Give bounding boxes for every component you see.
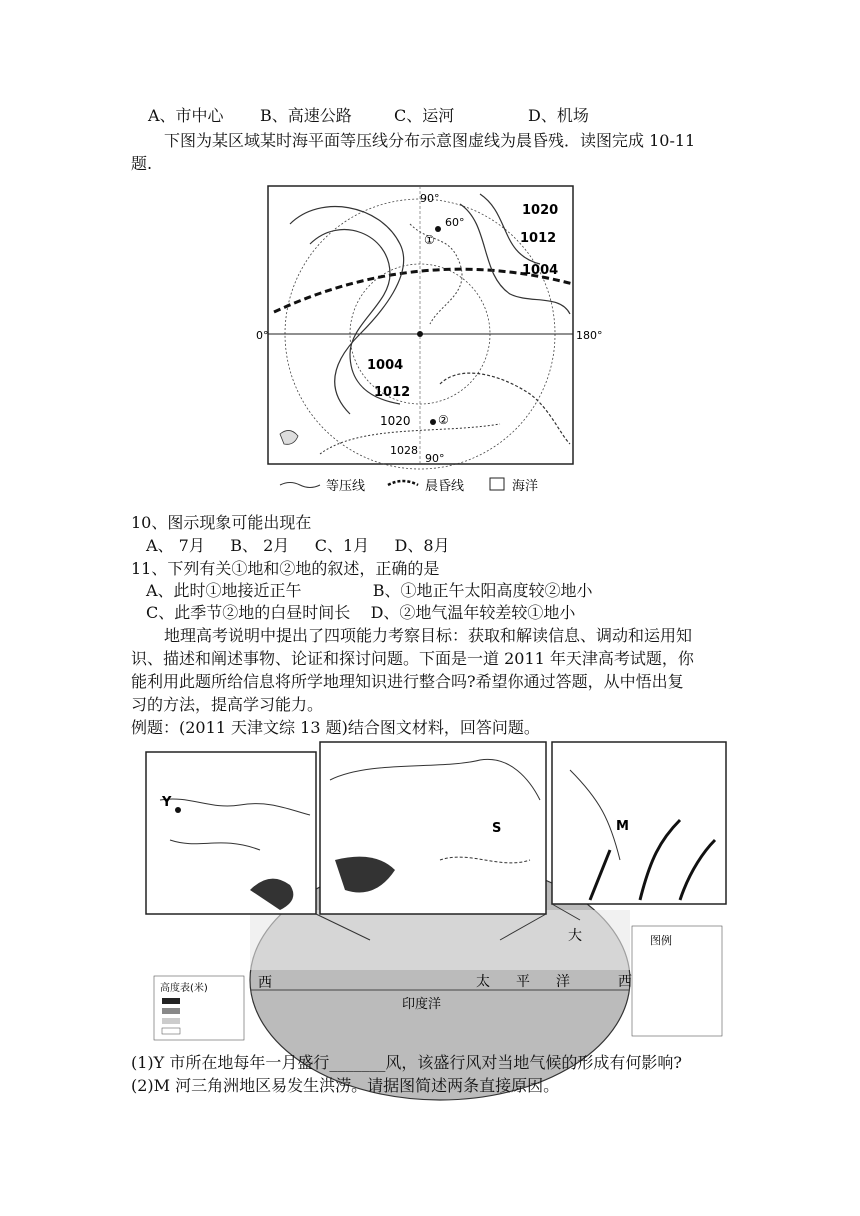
isobar-map: [256, 184, 603, 502]
lon-right-label: 180°: [576, 329, 603, 342]
q9-option-a: A、市中心: [148, 106, 224, 125]
q9-option-c: C、运河: [394, 106, 455, 125]
label-y: Y: [162, 795, 172, 810]
label-s: S: [492, 821, 502, 836]
sub-question-2: (2)M 河三角洲地区易发生洪涝。请据图简述两条直接原因。: [131, 1076, 560, 1095]
paragraph-line-2: 识、描述和阐述事物、论证和探讨问题。下面是一道 2011 年天津高考试题，你: [131, 649, 694, 668]
q9-option-d: D、机场: [528, 106, 589, 125]
isobar-label-1020-top: 1020: [522, 203, 559, 218]
q10-stem: 10、图示现象可能出现在: [131, 513, 312, 532]
q9-options-row: [148, 106, 589, 126]
paragraph-line-4: 习的方法，提高学习能力。: [131, 695, 324, 714]
isobar-label-1028: 1028: [390, 444, 418, 457]
label-pacific-2: 平: [516, 974, 530, 990]
paragraph-line-1: 地理高考说明中提出了四项能力考察目标：获取和解读信息、调动和运用知: [164, 626, 693, 645]
isobar-label-1004-bottom: 1004: [367, 358, 404, 373]
q10-options: A、 7月 B、 2月 C、1月 D、8月: [146, 536, 450, 555]
lat-top-label: 90°: [420, 192, 440, 205]
paragraph-line-3: 能利用此题所给信息将所学地理知识进行整合吗?希望你通过答题，从中悟出复: [131, 672, 684, 691]
label-xi-right: 西: [618, 974, 632, 990]
isobar-label-1012-top: 1012: [520, 231, 557, 246]
elevation-title: 高度表(米): [160, 983, 208, 994]
lon-left-label: 0°: [256, 329, 269, 342]
sub-question-1: (1)Y 市所在地每年一月盛行_______风，该盛行风对当地气候的形成有何影响?: [131, 1053, 682, 1072]
legend-isobar: 等压线: [326, 479, 366, 494]
label-m: M: [616, 819, 629, 834]
q11-options-row1: A、此时①地接近正午 B、①地正午太阳高度较②地小: [146, 581, 593, 600]
q11-options-row2: C、此季节②地的白昼时间长 D、②地气温年较差较①地小: [146, 603, 576, 622]
example-heading: 例题：(2011 天津文综 13 题)结合图文材料，回答问题。: [131, 718, 540, 737]
q9-option-b: B、高速公路: [260, 106, 352, 125]
label-da: 大: [568, 928, 582, 944]
label-pacific-1: 太: [476, 974, 490, 990]
legend-ocean: 海洋: [512, 479, 539, 494]
isobar-label-1020-bottom: 1020: [380, 414, 411, 428]
lat-60-label: 60°: [445, 216, 465, 229]
point-1-label: ①: [424, 233, 435, 247]
label-pacific-3: 洋: [556, 974, 570, 990]
intro-line-1: 下图为某区域某时海平面等压线分布示意图虚线为晨昏残．读图完成 10-11: [164, 131, 696, 150]
label-indian-ocean: 印度洋: [402, 997, 442, 1012]
point-2-label: ②: [438, 413, 449, 427]
world-map-figure: [140, 740, 728, 1042]
legend-terminator: 晨昏线: [425, 479, 465, 494]
q11-stem: 11、下列有关①地和②地的叙述，正确的是: [131, 559, 440, 578]
legend-title-2: 图例: [650, 934, 672, 947]
label-xi-left: 西: [258, 975, 272, 991]
intro-line-2: 题.: [131, 154, 153, 173]
isobar-label-1012-bottom: 1012: [374, 385, 411, 400]
isobar-label-1004-top: 1004: [522, 263, 559, 278]
lat-bottom-label: 90°: [425, 452, 445, 465]
